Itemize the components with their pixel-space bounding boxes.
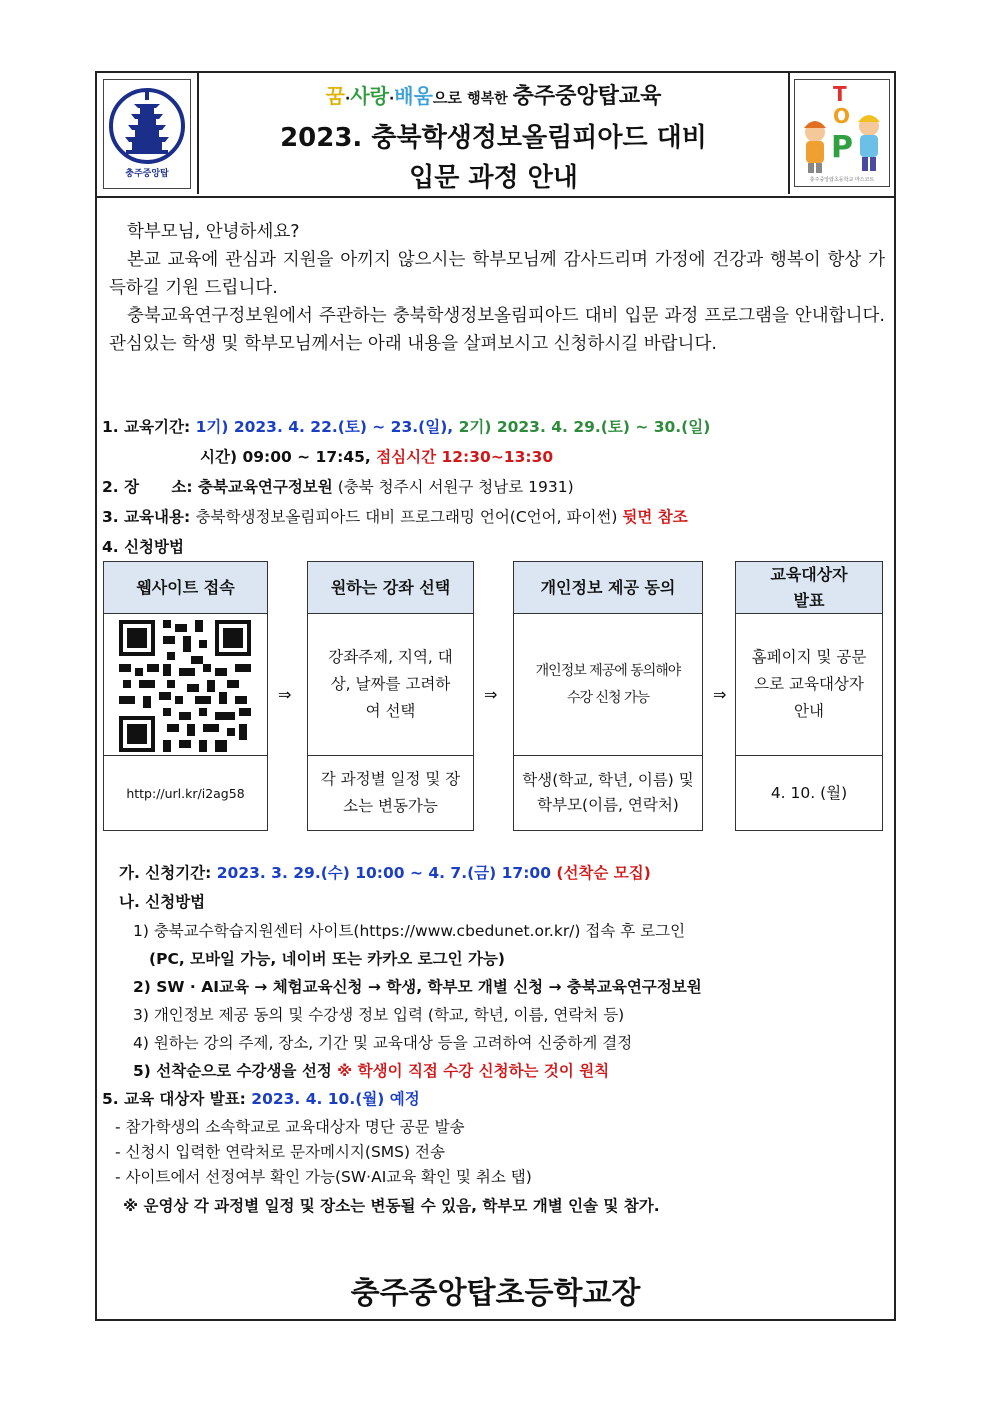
mascot-letter-p: P xyxy=(831,130,853,165)
apply-period-label: 가. 신청기간: xyxy=(119,864,217,882)
mascot-letter-o: O xyxy=(833,104,851,128)
school-logo-box xyxy=(97,73,199,194)
step-1-qr-cell xyxy=(103,613,268,756)
intro-paragraph-1: 본교 교육에 관심과 지원을 아끼지 않으시는 학부모님께 감사드리며 가정에 건강과 행복이 항상 가득하길 기원 드립니다. xyxy=(109,250,885,298)
slogan-kkum: 꿈 xyxy=(325,84,345,108)
lunch-value: 12:30~13:30 xyxy=(441,448,554,466)
content-ref: 뒷면 참조 xyxy=(622,508,688,526)
step-4-head: 교육대상자 발표 xyxy=(735,561,883,614)
slogan-haengbokhan: 행복한 xyxy=(467,91,513,107)
section-1-time xyxy=(200,445,553,467)
time-label: 시간) xyxy=(200,448,243,466)
place-name: 충북교육연구정보원 xyxy=(198,478,333,496)
announce-bullet-1: - 참가학생의 소속학교로 교육대상자 명단 공문 발송 xyxy=(115,1118,465,1136)
logo-caption: 충주중앙탑 xyxy=(125,169,169,179)
step-2-head: 원하는 강좌 선택 xyxy=(307,561,474,614)
section-3-label: 3. 교육내용: xyxy=(102,508,196,526)
section-1-label: 1. 교육기간: xyxy=(102,418,196,436)
apply-method-item-2: 2) SW · AI교육 → 체험교육신청 → 학생, 학부모 개별 신청 → 충북교육연구정보원 xyxy=(133,978,702,996)
announce-bullet-3: - 사이트에서 선정여부 확인 가능(SW·AI교육 확인 및 취소 탭) xyxy=(115,1168,532,1186)
mascot-box xyxy=(788,73,894,194)
lunch-label: 점심시간 xyxy=(376,448,442,466)
slogan-baeum: 배움 xyxy=(394,84,433,108)
step-2-foot: 각 과정별 일정 및 장소는 변동가능 xyxy=(307,755,474,831)
section-3-content xyxy=(102,505,688,527)
greeting: 학부모님, 안녕하세요? xyxy=(127,222,300,242)
apply-method-item-4: 4) 원하는 강의 주제, 장소, 기간 및 교육대상 등을 고려하여 신중하게 결정 xyxy=(133,1034,633,1052)
title-line-1: 2023. 충북학생정보올림피아드 대비 xyxy=(280,123,707,153)
section-5-date: 2023. 4. 10.(월) 예정 xyxy=(251,1090,420,1108)
period-1-label: 1기) xyxy=(195,418,234,436)
section-4-label: 4. 신청방법 xyxy=(102,538,184,556)
mascot-caption: 충주중앙탑초등학교 마스코트 xyxy=(809,177,875,183)
arrow-2: ⇒ xyxy=(484,685,498,704)
mascot xyxy=(794,79,890,187)
period-2-dates: 2023. 4. 29.(토) ~ 30.(일) xyxy=(496,418,711,436)
step-2-body: 강좌주제, 지역, 대상, 날짜를 고려하여 선택 xyxy=(307,613,474,756)
intro-paragraph-2: 충북교육연구정보원에서 주관하는 충북학생정보올림피아드 대비 입문 과정 프로그램을 안내합니다. 관심있는 학생 및 학부모님께서는 아래 내용을 살펴보시고 신청하시길 바랍니다. xyxy=(109,306,885,354)
section-5-label: 5. 교육 대상자 발표: xyxy=(102,1090,252,1108)
section-2-label: 2. 장 소: xyxy=(102,478,198,496)
arrow-1: ⇒ xyxy=(278,685,292,704)
operation-note: ※ 운영상 각 과정별 일정 및 장소는 변동될 수 있음, 학부모 개별 인솔 및 참가. xyxy=(123,1197,660,1215)
apply-method-item-5 xyxy=(133,1059,609,1081)
step-4-body: 홈페이지 및 공문으로 교육대상자 안내 xyxy=(735,613,883,756)
slogan-dot-1: · xyxy=(344,91,351,107)
step-4-foot: 4. 10. (월) xyxy=(735,755,883,831)
slogan-school-edu: 충주중앙탑교육 xyxy=(512,84,662,109)
slogan-euro: 으로 xyxy=(432,89,468,107)
section-5-announce xyxy=(102,1087,420,1109)
step-3-foot: 학생(학교, 학년, 이름) 및 학부모(이름, 연락처) xyxy=(513,755,703,831)
step-1-head: 웹사이트 접속 xyxy=(103,561,268,614)
announce-bullet-2: - 신청시 입력한 연락처로 문자메시지(SMS) 전송 xyxy=(115,1143,445,1161)
apply-method-item-3: 3) 개인정보 제공 동의 및 수강생 정보 입력 (학교, 학년, 이름, 연락처 등) xyxy=(133,1006,625,1024)
slogan-sarang: 사랑 xyxy=(350,84,389,108)
principal-signature: 충주중앙탑초등학교장 xyxy=(350,1276,641,1311)
apply-method-label: 나. 신청방법 xyxy=(119,893,206,911)
slogan xyxy=(197,79,790,110)
period-1-dates: 2023. 4. 22.(토) ~ 23.(일), xyxy=(233,418,459,436)
mascot-letter-t: T xyxy=(833,82,847,106)
step-3-body: 개인정보 제공에 동의해야 수강 신청 가능 xyxy=(513,613,703,756)
apply-period xyxy=(119,861,651,883)
step-1-url[interactable]: http://url.kr/i2ag58 xyxy=(103,755,268,831)
header xyxy=(97,73,894,198)
item-5-text: 5) 선착순으로 수강생을 선정 xyxy=(133,1062,338,1080)
section-2-place xyxy=(102,475,574,497)
time-value: 09:00 ~ 17:45, xyxy=(242,448,377,466)
apply-method-item-1-note: (PC, 모바일 가능, 네이버 또는 카카오 로그인 가능) xyxy=(149,950,505,968)
apply-method-item-1: 1) 충북교수학습지원센터 사이트(https://www.cbedunet.or.kr/) 접속 후 로그인 xyxy=(133,922,686,940)
school-logo xyxy=(103,79,191,189)
slogan-dot-2: · xyxy=(388,91,395,107)
document-frame xyxy=(95,71,896,1321)
intro-text xyxy=(109,218,885,358)
section-1-period xyxy=(102,415,710,437)
qr-code-icon[interactable] xyxy=(119,620,251,752)
item-5-note: ※ 학생이 직접 수강 신청하는 것이 원칙 xyxy=(337,1062,610,1080)
arrow-3: ⇒ xyxy=(713,685,727,704)
period-2-label: 2기) xyxy=(458,418,497,436)
content-text: 충북학생정보올림피아드 대비 프로그래밍 언어(C언어, 파이썬) xyxy=(195,508,623,526)
title-line-2: 입문 과정 안내 xyxy=(409,163,578,193)
place-address: (충북 청주시 서원구 청남로 1931) xyxy=(332,478,574,496)
step-3-head: 개인정보 제공 동의 xyxy=(513,561,703,614)
apply-period-dates: 2023. 3. 29.(수) 10:00 ~ 4. 7.(금) 17:00 xyxy=(216,864,557,882)
apply-period-note: (선착순 모집) xyxy=(556,864,651,882)
